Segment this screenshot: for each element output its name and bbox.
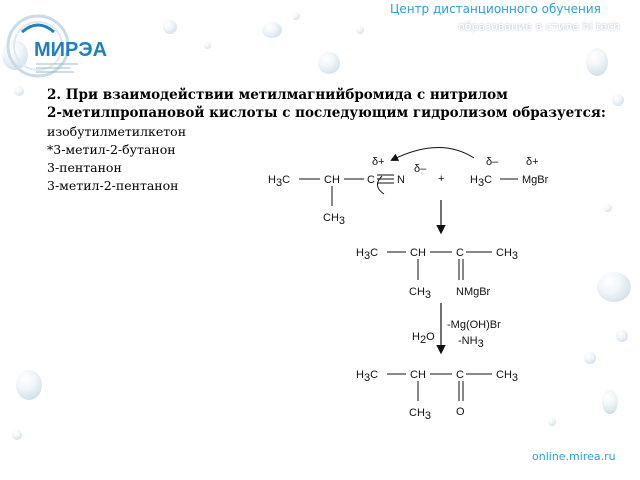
svg-text:H2O: H2O: [412, 331, 435, 346]
svg-text:CH: CH: [324, 174, 340, 186]
svg-text:H3C: H3C: [356, 247, 379, 262]
svg-text:CH3: CH3: [496, 247, 519, 262]
answer-option: 3-пентанон: [47, 160, 122, 175]
svg-text:+: +: [438, 173, 445, 185]
svg-text:CH3: CH3: [409, 407, 432, 422]
header-subtitle: образование в стиле hi tech: [458, 20, 621, 33]
svg-text:NMgBr: NMgBr: [456, 286, 491, 298]
svg-text:-NH3: -NH3: [458, 335, 484, 350]
logo-text: МИРЭА: [34, 39, 108, 61]
svg-text:CH: CH: [410, 369, 426, 381]
intermediate-imine-salt: [356, 247, 518, 301]
answer-option: изобутилметилкетон: [47, 124, 187, 139]
svg-text:H3C: H3C: [356, 369, 379, 384]
svg-text:-Mg(OH)Br: -Mg(OH)Br: [447, 319, 501, 331]
svg-text:C: C: [367, 174, 375, 186]
electron-arrow: [392, 147, 474, 160]
product-ketone: [356, 369, 518, 422]
svg-text:δ–: δ–: [414, 163, 427, 175]
svg-text:C: C: [456, 369, 464, 381]
svg-text:H3C: H3C: [268, 174, 291, 189]
svg-text:N: N: [397, 174, 405, 186]
svg-text:δ+: δ+: [372, 156, 385, 168]
reactant-grignard: [470, 156, 549, 189]
svg-text:CH3: CH3: [496, 369, 519, 384]
svg-text:MgBr: MgBr: [522, 174, 549, 186]
svg-text:CH: CH: [410, 247, 426, 259]
answer-option: 3-метил-2-пентанон: [47, 178, 179, 193]
svg-text:O: O: [456, 406, 465, 418]
header-title: Центр дистанционного обучения: [390, 2, 601, 16]
svg-text:δ–: δ–: [486, 156, 499, 168]
svg-text:C: C: [456, 247, 464, 259]
svg-text:δ+: δ+: [526, 156, 539, 168]
footer-url: online.mirea.ru: [532, 450, 616, 463]
reactant-nitrile: [268, 156, 427, 227]
answer-option: *3-метил-2-бутанон: [47, 142, 176, 157]
svg-text:CH3: CH3: [409, 286, 432, 301]
svg-text:CH3: CH3: [323, 212, 346, 227]
svg-text:H3C: H3C: [470, 174, 493, 189]
question-text: 2. При взаимодействии метилмагнийбромида с нитрилом 2‑метилпропановой кислоты с последующим гидролизом образуется:: [47, 87, 606, 121]
